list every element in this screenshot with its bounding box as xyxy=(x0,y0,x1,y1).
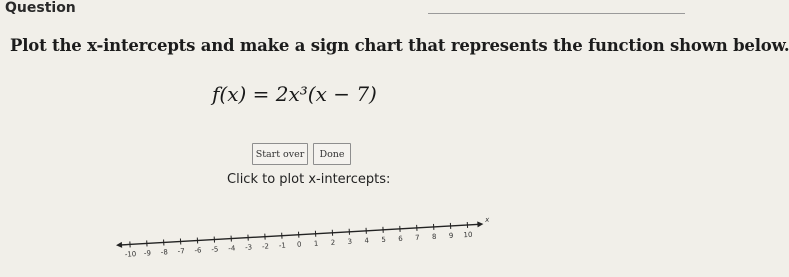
right-arrow-icon xyxy=(477,221,483,227)
tick-label: 9 xyxy=(449,232,454,240)
tick-label: 1 xyxy=(314,240,319,248)
axis-label: x xyxy=(484,216,490,224)
question-header xyxy=(0,0,685,16)
tick-label: -2 xyxy=(262,242,269,250)
tick-label: 7 xyxy=(415,234,420,242)
tick-label: -1 xyxy=(279,241,286,249)
tick-label: 3 xyxy=(347,238,352,246)
function-formula xyxy=(212,82,377,106)
tick-label: -6 xyxy=(194,246,202,254)
tick-label: 0 xyxy=(297,241,302,249)
tick-label: -7 xyxy=(177,247,184,255)
tick-label: -10 xyxy=(125,250,137,259)
start-over-button[interactable]: Start over xyxy=(252,143,308,165)
tick-label: 5 xyxy=(381,236,386,244)
tick-label: 6 xyxy=(398,235,403,243)
number-line[interactable] xyxy=(0,215,685,273)
done-button[interactable]: Done xyxy=(313,143,351,165)
left-arrow-icon xyxy=(116,242,122,248)
function-text: f(x) = 2x³(x − 7) xyxy=(212,82,377,106)
tick-label: 4 xyxy=(364,237,369,245)
tick-label: -9 xyxy=(144,249,151,257)
tick-label: 2 xyxy=(331,239,336,247)
tick-label: -5 xyxy=(211,245,218,253)
number-line-area[interactable] xyxy=(0,215,685,277)
question-prompt: Plot the x-intercepts and make a sign chart that represents the function shown below. xyxy=(10,36,789,55)
plot-instruction: Click to plot x-intercepts: xyxy=(227,172,390,187)
tick-label: -8 xyxy=(161,248,168,256)
header-divider xyxy=(428,13,685,14)
tick-label: -4 xyxy=(228,244,236,252)
question-title: Question xyxy=(5,0,76,16)
tick-label: 8 xyxy=(432,233,437,241)
tick-label: -3 xyxy=(245,243,252,251)
tick-label: 10 xyxy=(463,231,472,240)
